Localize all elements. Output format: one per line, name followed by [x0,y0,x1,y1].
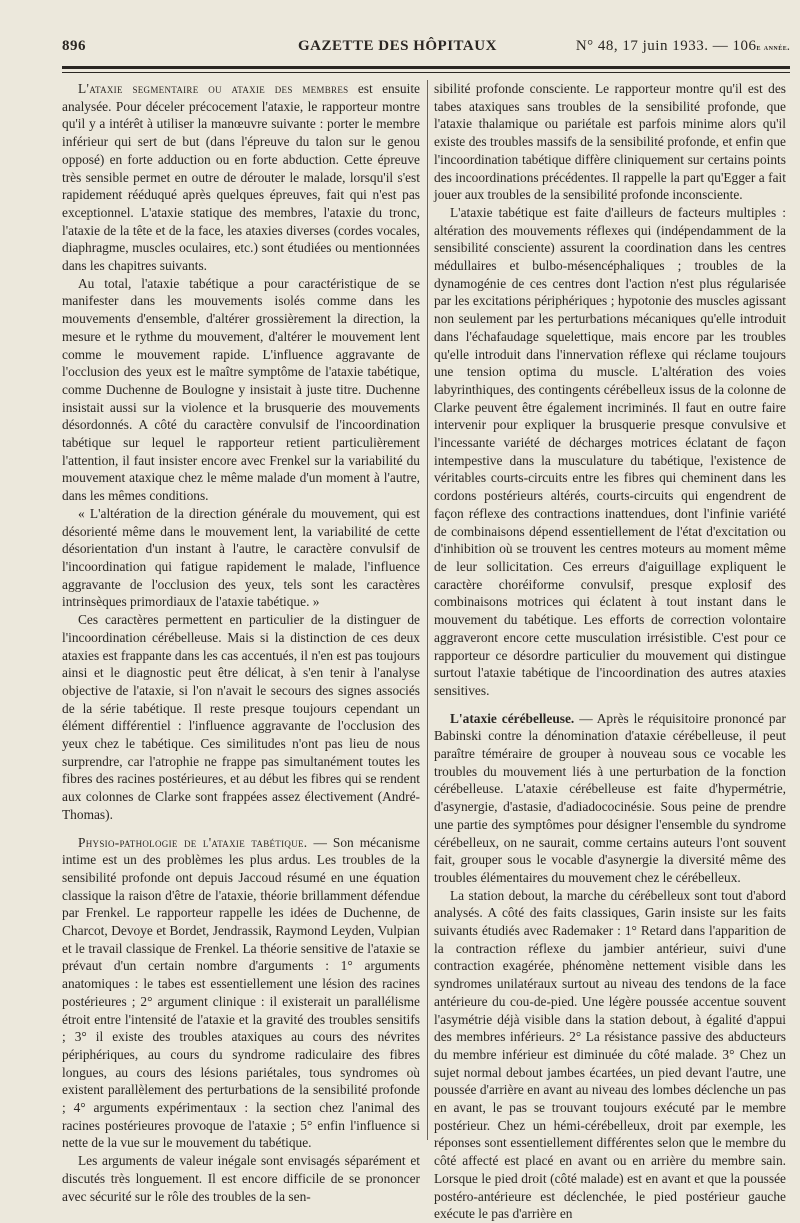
paragraph [62,80,420,275]
paragraph: sibilité profonde consciente. Le rapporteur montre qu'il est des tabes ataxiques sans troubles de la sensibilité profonde, que l'ataxie thalamique ou pariétale est parfois minime alors qu'il existe des troubles massifs de la sensibilité profonde, et enfin que l'incoordination tabétique diffère cliniquement sur certains points des incoordinations précédentes. Il rappelle la part qu'Egger a fait jouer aux troubles de la sensibilité profonde inconsciente. [434,81,786,203]
paragraph: « L'altération de la direction générale du mouvement, qui est désorienté même dans le mouvement lent, la variabilité de cette désorientation d'un instant à l'autre, le caractère convulsif de l'incoordination qui fatigue rapidement le malade, l'influence aggravante de l'occlusion des yeux, tels sont les caractères intrinsèques primordiaux de l'ataxie tabétique. » [62,505,420,610]
left-column [62,80,421,1204]
issue-date: N° 48, 17 juin 1933. — 106 [575,38,757,54]
paragraph: La station debout, la marche du cérébelleux sont tout d'abord analysés. A côté des faits classiques, Garin insiste sur les faits suivants étudiés avec Rademaker : 1° Retard dans l'apparition de la contraction réflexe du jambier antérieur, suivi d'une contraction exagérée, phénomène nettement visible dans les syndromes unilatéraux surtout au niveau des tendons de la face antérieure du cou-de-pied. Une légère poussée accentue souvent l'asymétrie déjà visible dans la station debout, à égalité d'appui des membres inférieurs. 2° La résistance passive des abducteurs du membre inférieur est diminuée du côté malade. 3° Chez un sujet normal debout jambes écartées, un pied devant l'autre, une poussée d'arrière en avant au niveau des lombes déclenche un pas en avant, le pas se trouvant toujours exécuté par le membre postérieur. Chez un hémi-cérébelleux, droit par exemple, les réponses sont essentiellement différentes selon que le membre du côté affecté est placé en avant ou en arrière du membre sain. Lorsque le pied droit (côté malade) est en avant et que la poussée postéro-antérieure est déclenchée, le pied postérieur gauche exécute le pas d'arrière en [434,887,786,1222]
issue-year-suffix: e année. [756,42,790,52]
paragraph: Au total, l'ataxie tabétique a pour caractéristique de se manifester dans les mouvements isolés comme dans les mouvements d'ensemble, d'altérer grossièrement la direction, la mesure et le rythme du mouvement, d'altérer le mouvement lent comme le mouvement rapide. L'influence aggravante de l'occlusion des yeux est le maître symptôme de l'ataxie tabétique, comme Duchenne de Boulogne y insistait à juste titre. Duchenne insistait aussi sur la violence et la brusquerie des mouvements désordonnés. A côté du caractère convulsif de l'incoordination tabétique sur lequel le rapporteur retient particulièrement l'attention, il faut insister encore avec Frenkel sur la variabilité du mouvement ataxique chez le même malade d'un moment à l'autre, dans les mêmes conditions. [62,275,420,504]
journal-title: GAZETTE DES HÔPITAUX [298,38,497,54]
issue-info [576,38,790,55]
header-rule-thin [62,72,790,73]
paragraph-text: est ensuite analysée. Pour déceler précocement l'ataxie, le rapporteur montre qu'il y a intérêt à utiliser la manœuvre suivante : porter le membre inférieur qui sert de but (dans l'épreuve du talon sur le genou opposé) en forte adduction ou en forte abduction. Cette épreuve très sensible permet en outre de dérouter le malade, lorsqu'il s'est rapidement rééduqué après quelques épreuves, fait qui n'est pas exceptionnel. L'ataxie statique des membres, l'ataxie du tronc, l'ataxie de la tête et de la face, les ataxies diverses (cordes vocales, diaphragme, muscles oculaires, etc.) sont étudiées ou mentionnées dans les chapitres suivants. [62,81,421,274]
running-header [62,38,790,62]
section-heading: Physio-pathologie de l'ataxie tabétique. [78,834,308,850]
right-column [434,80,786,1222]
paragraph: L'ataxie tabétique est faite d'ailleurs de facteurs multiples : altération des mouvements réflexes qui (indépendamment de la sensibilité consciente) assurent la coordination dans les centres médullaires et bulbo-mésencéphaliques ; troubles de la dynamogénie de ces centres dont l'action n'est plus régularisée par les excitations périphériques ; hypotonie des muscles agissant non seulement par les perturbations mécaniques qu'elle introduit dans l'échafaudage squelettique, mais encore par les troubles qu'elle introduit dans l'innervation réflexe qui réclame toujours une tension optima du muscle. L'altération des voies labyrinthiques, des contingents cérébelleux issus de la colonne de Clarke peuvent être également incriminés. Il faut en outre faire intervenir pour expliquer la brusquerie presque convulsive et l'incessante variété de décharges motrices éclatant de façon intempestive dans la musculature du tabétique, l'existence de véritables courts-circuits entre les fibres qui cheminent dans les cordons postérieurs altérés, courts-circuits qui engendrent de façon réflexe des contractions inattendues, dont l'infinie variété de combinaisons dépend essentiellement de l'état d'excitation ou d'inhibition où se trouvent les centres moteurs au moment même de leur sollicitation. Ces erreurs d'aiguillage expliquent le caractère choréiforme convulsif, presque explosif des combinaisons motrices qui éclatent à tout instant dans le mouvement du tabétique. Les efforts de correction volontaire aggraveront encore cette musculation irrésistible. C'est pour ce rapporteur ce désordre particulier du mouvement qui distingue surtout l'ataxie tabétique de l'incoordination des autres ataxies sensitives. [434,204,786,698]
paragraph-text: — Après le réquisitoire prononcé par Babinski contre la dénomination d'ataxie cérébelleuse, il peut paraître téméraire de grouper à nouveau sous ce vocable les troubles du mouvement liés à une perturbation de la fonction cérébelleuse. L'ataxie cérébelleuse est faite d'hypermétrie, d'asynergie, d'astasie, d'adiadococinésie. Sous peine de prendre une partie des symptômes pour désigner l'ensemble du syndrome cérébelleux, on ne saurait, comme certains auteurs l'ont souvent fait, grouper sous le vocable d'asynergie la diversité même des troubles élémentaires du mouvement chez le cérébelleux. [434,710,786,885]
paragraph: Les arguments de valeur inégale sont envisagés séparément et discutés très longuement. Il est encore difficile de se prononcer avec sécurité sur le rôle des troubles de la sen- [62,1153,420,1204]
column-divider [427,80,428,1140]
section-heading: L'ataxie cérébelleuse. [450,710,575,726]
paragraph-text: — Son mécanisme intime est un des problèmes les plus ardus. Les troubles de la sensibilité profonde ont depuis Jaccoud résumé en une équation classique la raison d'être de l'ataxie, théorie brillamment défendue par Frenkel. Le rapporteur rappelle les idées de Duchenne, de Charcot, Devoye et Bordet, Jendrassik, Raymond Leyden, Vulpian et le travail classique de Frenkel. La théorie sensitive de l'ataxie se prévaut d'un certain nombre d'arguments : 1° arguments anatomiques : le tabes est essentiellement une lésion des racines postérieures ; 2° argument clinique : il existerait un parallélisme étroit entre l'intensité de l'ataxie et la gravité des troubles sensitifs ; 3° il existe des troubles ataxiques au cours des névrites périphériques, au cours du syndrome radiculaire des fibres longues, au cours des lésions pariétales, tous syndromes où existent parallèlement des perturbations de la sensibilité profonde ; 4° arguments expérimentaux : la section chez l'animal des racines postérieures provoque de l'ataxie ; 5° enfin l'influence si nette de la vue sur le mouvement du tabétique. [62,834,420,1151]
paragraph [62,834,420,1153]
section-heading: L'ataxie segmentaire ou ataxie des membres [78,81,349,96]
paragraph: Ces caractères permettent en particulier de la distinguer de l'incoordination cérébelleuse. Mais si la distinction de ces deux ataxies est frappante dans les cas accentués, il n'en est pas toujours ainsi et le diagnostic peut être délicat, à s'en tenir à l'analyse objective de l'ataxie, si l'on n'avait le secours des signes associés de la série tabétique. Il reste presque toujours cependant un élément différentiel : l'influence aggravante de l'occlusion des yeux chez le tabétique. Ces similitudes n'ont pas lieu de nous surprendre, car l'atrophie ne frappe pas simultanément toutes les fibres des racines postérieures, et au début les fibres qui se rendent aux colonnes de Clarke sont frappées assez électivement (André-Thomas). [62,612,420,822]
header-rule-thick [62,66,790,69]
page-number: 896 [62,38,86,54]
paragraph [434,710,786,887]
